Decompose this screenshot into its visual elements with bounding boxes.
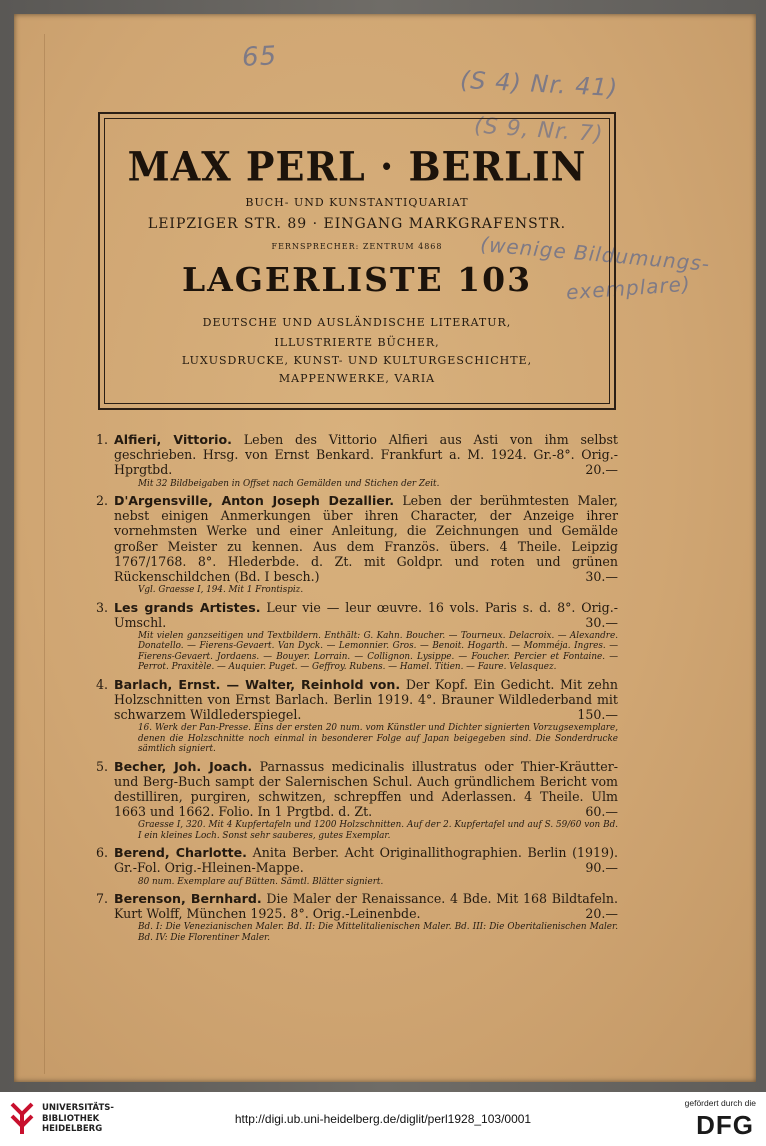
entry-number: 7. — [96, 890, 109, 906]
entry-description: Leben des Vittorio Alfieri aus Asti von ihm selbst geschrieben. Hrsg. von Ernst Benkard. Frankfurt a. M. 1924. Gr.-8°. Orig.-Hprgtbd. — [114, 432, 618, 478]
entry-number: 6. — [96, 845, 109, 861]
entry-description: Die Maler der Renaissance. 4 Bde. Mit 168 Bildtafeln. Kurt Wolff, München 1925. 8°. Orig.-Leinenbde. — [114, 890, 618, 922]
entry-number: 2. — [96, 493, 109, 509]
entry-number: 1. — [96, 432, 109, 447]
handwritten-shelf-mark: (S 4) Nr. 41) — [459, 65, 619, 103]
entry-price: 20.— — [585, 462, 618, 478]
handwritten-shelf-mark-2: (S 9, Nr. 7) — [473, 113, 605, 148]
publisher-phone: FERNSPRECHER: ZENTRUM 4868 — [271, 242, 443, 251]
entry-price: 20.— — [585, 906, 618, 922]
library-line: UNIVERSITÄTS- — [42, 1103, 114, 1113]
entry-text-block — [114, 845, 618, 875]
entry-author: Berend, Charlotte. — [114, 845, 247, 861]
entry-note: Mit 32 Bildbeigaben in Offset nach Gemälden und Stichen der Zeit. — [138, 478, 440, 489]
entry-text-block — [114, 432, 618, 478]
entry-price: 150.— — [577, 707, 618, 723]
funding-label: gefördert durch die — [684, 1098, 756, 1108]
entry-text-block — [114, 677, 618, 723]
entry-number: 5. — [96, 758, 109, 774]
catalog-title: LAGERLISTE 103 — [181, 260, 533, 299]
header-frame — [98, 112, 616, 410]
entry-text-block — [114, 891, 618, 921]
entry-author: Alfieri, Vittorio. — [114, 432, 232, 447]
entry-note: 80 num. Exemplare auf Bütten. Sämtl. Blätter signiert. — [138, 876, 384, 887]
entry-description: Parnassus medicinalis illustratus oder Thier-Kräutter- und Berg-Buch sampt der Salernischen Schul. Auch gründlichem Bericht vom destilliren, purgiren, schwitzen, schrepffen und Aderlassen. 4 Theile. Ulm 1663 und 1662. Folio. In 1 Prgtbd. d. Zt. — [114, 758, 619, 820]
catalog-entry — [96, 493, 618, 596]
handwritten-note-2: exemplare) — [565, 271, 692, 305]
publisher-subtitle: BUCH- UND KUNSTANTIQUARIAT — [245, 196, 469, 209]
permalink-url[interactable]: http://digi.ub.uni-heidelberg.de/diglit/perl1928_103/0001 — [234, 1112, 532, 1126]
catalog-category: ILLUSTRIERTE BÜCHER, — [274, 336, 440, 349]
entry-price: 30.— — [585, 569, 618, 585]
entry-note: Mit vielen ganzseitigen und Textbildern. Enthält: G. Kahn. Boucher. — Tourneux. Delacroix. — Alexandre. Donatello. — Fierens-Gevaert. Van Dyck. — Lemonnier. Gros. — Benoit. Hogarth. — Momméja. Ingres. — Fierens-Gevaert. Jordaens. — Bouyer. Lorrain. — Collignon. Lysippe. — Foucher. Percier et Fontaine. — Perrot. Praxitèle. — Auquier. Puget. — Geffroy. Rubens. — Hamel. Titien. — Faure. Velasquez. — [138, 631, 618, 673]
catalog-category: LUXUSDRUCKE, KUNST- UND KULTURGESCHICHTE, — [181, 354, 533, 367]
entry-text-block — [114, 600, 618, 630]
catalog-entry — [96, 677, 618, 755]
entry-note: Bd. I: Die Venezianischen Maler. Bd. II: Die Mittelitalienischen Maler. Bd. III: Die Oberitalienischen Maler. Bd. IV: Die Florentiner Maler. — [138, 922, 618, 943]
publisher-address: LEIPZIGER STR. 89 · EINGANG MARKGRAFENSTR. — [147, 216, 567, 232]
page-fold-line — [44, 34, 45, 1074]
entry-author: Les grands Artistes. — [114, 599, 261, 615]
catalog-page — [14, 14, 756, 1082]
catalog-category: MAPPENWERKE, VARIA — [278, 372, 436, 385]
library-line: BIBLIOTHEK — [42, 1113, 100, 1124]
entry-note: 16. Werk der Pan-Presse. Eins der ersten 20 num. vom Künstler und Dichter signierten Vorzugsexemplare, denen die Holzschnitte noch einmal in besonderer Folge auf Japan beigegeben sind. Die Sonderdrucke sämtlich signiert. — [138, 723, 618, 755]
catalog-entry — [96, 759, 618, 842]
entry-author: Becher, Joh. Joach. — [114, 758, 253, 774]
catalog-entry — [96, 432, 618, 489]
entry-author: D'Argensville, Anton Joseph Dezallier. — [114, 493, 395, 509]
entry-price: 90.— — [585, 860, 618, 876]
handwritten-page-number: 65 — [241, 41, 278, 73]
entry-text-block — [114, 759, 618, 820]
library-line: HEIDELBERG — [42, 1124, 103, 1134]
catalog-category: DEUTSCHE UND AUSLÄNDISCHE LITERATUR, — [202, 316, 512, 329]
viewer-footer — [0, 1092, 766, 1146]
handwritten-note: (wenige Bildumungs- — [479, 232, 712, 276]
entry-description: Leur vie — leur œuvre. 16 vols. Paris s. d. 8°. Orig.-Umschl. — [114, 599, 618, 630]
catalog-entries — [96, 432, 618, 947]
entry-description: Anita Berber. Acht Originallithographien. Berlin (1919). Gr.-Fol. Orig.-Hleinen-Mappe. — [114, 845, 618, 876]
entry-number: 3. — [96, 599, 109, 615]
publisher-title: MAX PERL · BERLIN — [127, 142, 587, 191]
entry-number: 4. — [96, 676, 109, 692]
catalog-entry — [96, 845, 618, 887]
entry-description: Der Kopf. Ein Gedicht. Mit zehn Holzschnitten von Ernst Barlach. Berlin 1919. 4°. Brauner Wildlederband mit schwarzem Wildlederspiegel. — [114, 676, 618, 723]
entry-note: Vgl. Graesse I, 194. Mit 1 Frontispiz. — [138, 585, 304, 596]
entry-author: Barlach, Ernst. — Walter, Reinhold von. — [114, 676, 401, 692]
entry-author: Berenson, Bernhard. — [114, 890, 262, 906]
entry-description: Leben der berühmtesten Maler, nebst einigen Anmerkungen über ihren Character, der Anzeige ihrer vornehmsten Werke und einer Anleitung, die Zeichnungen und Gemälde großer Meister zu kennen. Aus dem Französ. übers. 4 Theile. Leipzig 1767/1768. 8°. Hlederbde. d. Zt. mit Goldpr. und roten und grünen Rückenschildchen (Bd. I besch.) — [114, 493, 618, 585]
catalog-entry — [96, 891, 618, 943]
entry-note: Graesse I, 320. Mit 4 Kupfertafeln und 1200 Holzschnitten. Auf der 2. Kupfertafel und auf S. 59/60 von Bd. I ein kleines Loch. Sonst sehr sauberes, gutes Exemplar. — [138, 820, 618, 841]
entry-price: 30.— — [585, 614, 618, 630]
entry-price: 60.— — [585, 804, 618, 820]
catalog-entry — [96, 600, 618, 673]
dfg-logo[interactable]: DFG — [696, 1110, 754, 1140]
entry-text-block — [114, 493, 618, 584]
